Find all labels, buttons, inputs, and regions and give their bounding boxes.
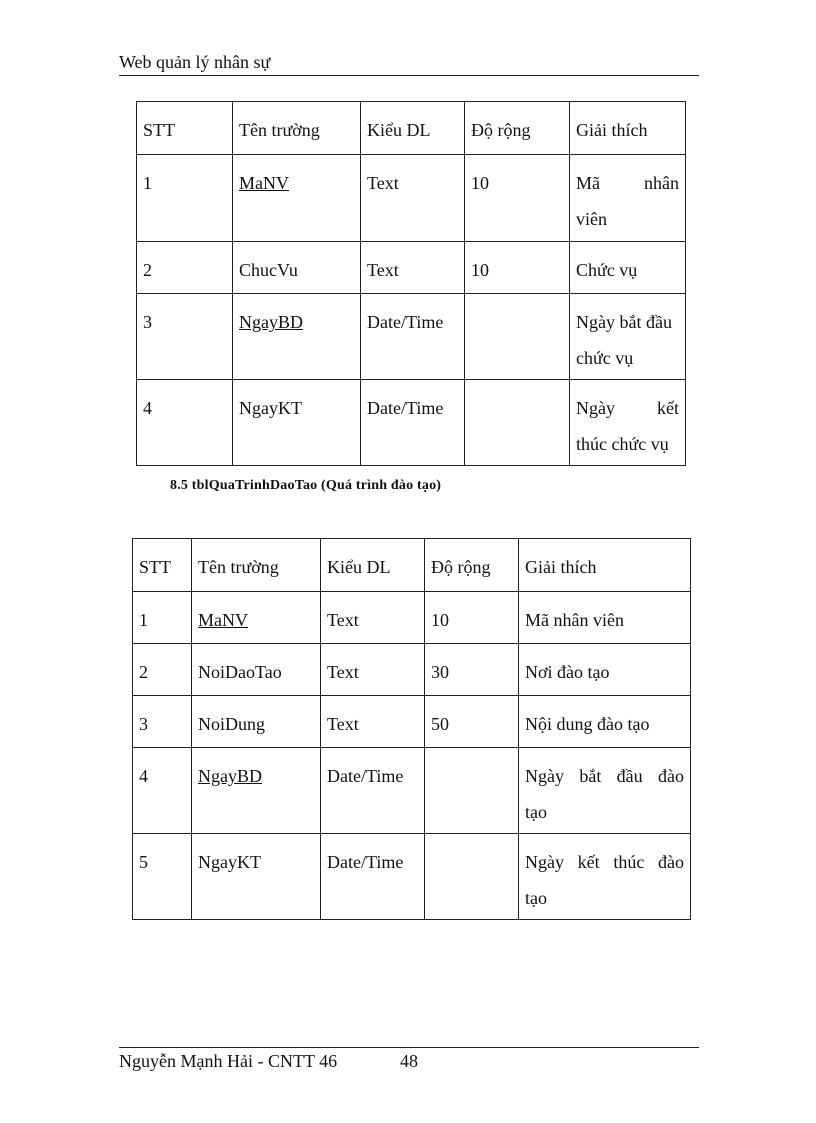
cell-description <box>519 748 691 834</box>
description-line: thúc chức vụ <box>576 434 669 454</box>
cell-stt: 2 <box>137 242 233 294</box>
cell-stt: 5 <box>133 834 192 920</box>
footer-rule <box>119 1047 699 1048</box>
cell-type: Date/Time <box>321 748 425 834</box>
cell-field <box>233 294 361 380</box>
cell-description: Mã nhân viên <box>519 592 691 644</box>
description-line: chức vụ <box>576 348 634 368</box>
column-header: Độ rộng <box>465 102 570 155</box>
cell-field <box>233 155 361 242</box>
cell-width <box>425 834 519 920</box>
field-table-qua-trinh-dao-tao <box>132 538 691 920</box>
cell-type: Date/Time <box>321 834 425 920</box>
description-line: Ngày bắt đầu đào <box>525 766 684 786</box>
cell-description <box>519 834 691 920</box>
cell-type: Date/Time <box>361 294 465 380</box>
cell-stt: 3 <box>137 294 233 380</box>
field-name: NgayBD <box>239 312 303 332</box>
cell-width <box>465 380 570 466</box>
cell-description <box>570 380 686 466</box>
cell-field: NgayKT <box>192 834 321 920</box>
cell-field: NoiDung <box>192 696 321 748</box>
table-row <box>137 294 686 380</box>
cell-field <box>192 592 321 644</box>
field-table-chuc-vu <box>136 101 686 466</box>
description-line: Ngày kết thúc đào <box>525 852 684 872</box>
table-row <box>137 380 686 466</box>
table-row <box>133 748 691 834</box>
table-header-row <box>133 539 691 592</box>
column-header: Giải thích <box>519 539 691 592</box>
description-line: Ngày kết <box>576 398 679 418</box>
cell-description <box>570 294 686 380</box>
cell-stt: 4 <box>137 380 233 466</box>
cell-description: Nội dung đào tạo <box>519 696 691 748</box>
header-rule <box>119 75 699 76</box>
field-name: NgayBD <box>198 766 262 786</box>
table-row <box>137 242 686 294</box>
description-line: viên <box>576 209 607 229</box>
description-line: Mã nhân <box>576 173 679 193</box>
table-row <box>133 834 691 920</box>
column-header: Tên trường <box>233 102 361 155</box>
cell-width: 10 <box>465 155 570 242</box>
table-row <box>133 592 691 644</box>
cell-width <box>425 748 519 834</box>
cell-width: 10 <box>465 242 570 294</box>
column-header: Kiểu DL <box>361 102 465 155</box>
cell-field: NgayKT <box>233 380 361 466</box>
cell-type: Text <box>361 155 465 242</box>
footer-author: Nguyễn Mạnh Hải - CNTT 46 <box>119 1051 338 1071</box>
cell-description: Chức vụ <box>570 242 686 294</box>
cell-type: Text <box>321 696 425 748</box>
description-line: tạo <box>525 802 547 822</box>
cell-width <box>465 294 570 380</box>
table-caption: 8.5 tblQuaTrinhDaoTao (Quá trình đào tạo) <box>170 478 442 493</box>
column-header: Tên trường <box>192 539 321 592</box>
cell-stt: 3 <box>133 696 192 748</box>
cell-type: Text <box>321 644 425 696</box>
description-line: tạo <box>525 888 547 908</box>
description-line: Ngày bắt đầu <box>576 312 672 332</box>
cell-width: 30 <box>425 644 519 696</box>
cell-description <box>570 155 686 242</box>
cell-field <box>192 748 321 834</box>
table-header-row <box>137 102 686 155</box>
column-header: Độ rộng <box>425 539 519 592</box>
column-header: Kiểu DL <box>321 539 425 592</box>
cell-description: Nơi đào tạo <box>519 644 691 696</box>
cell-stt: 1 <box>133 592 192 644</box>
cell-stt: 4 <box>133 748 192 834</box>
column-header: STT <box>137 102 233 155</box>
cell-stt: 2 <box>133 644 192 696</box>
cell-width: 50 <box>425 696 519 748</box>
cell-type: Text <box>361 242 465 294</box>
page-number: 48 <box>400 1051 418 1071</box>
field-name: MaNV <box>198 610 248 630</box>
cell-type: Date/Time <box>361 380 465 466</box>
cell-field: NoiDaoTao <box>192 644 321 696</box>
cell-stt: 1 <box>137 155 233 242</box>
table-row <box>137 155 686 242</box>
cell-field: ChucVu <box>233 242 361 294</box>
table-row <box>133 696 691 748</box>
page-header-title: Web quản lý nhân sự <box>119 52 271 72</box>
column-header: STT <box>133 539 192 592</box>
cell-width: 10 <box>425 592 519 644</box>
cell-type: Text <box>321 592 425 644</box>
table-row <box>133 644 691 696</box>
column-header: Giải thích <box>570 102 686 155</box>
field-name: MaNV <box>239 173 289 193</box>
